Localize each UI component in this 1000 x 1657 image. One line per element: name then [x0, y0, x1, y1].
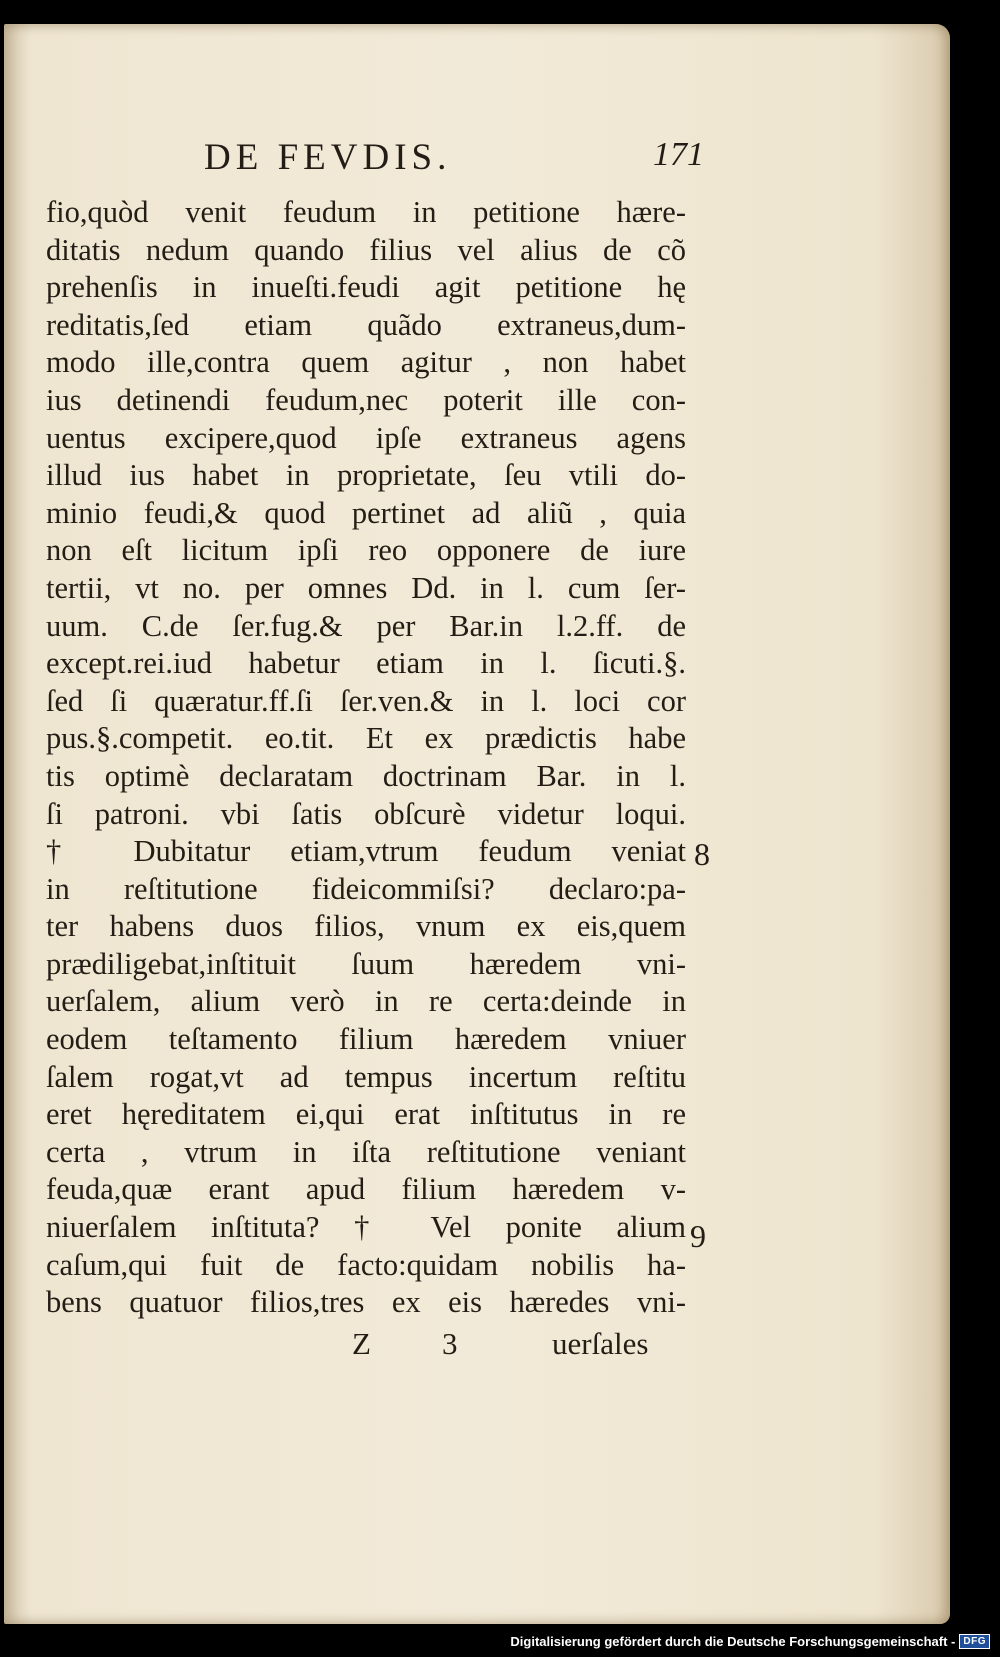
text-line: prehenſis in inueſti.feudi agit petitione hę: [46, 270, 686, 305]
digitization-credit: [510, 1631, 990, 1651]
text-line: except.rei.iud habetur etiam in l. ſicuti.§.: [46, 646, 686, 681]
text-line: feuda,quæ erant apud filium hæredem v-: [46, 1172, 686, 1207]
text-line: in reſtitutione fideicommiſsi? declaro:pa-: [46, 871, 686, 906]
text-line: ter habens duos filios, vnum ex eis,quem: [46, 909, 686, 944]
text-line: pus.§.competit. eo.tit. Et ex prædictis habe: [46, 721, 686, 756]
book-page: [4, 24, 950, 1624]
text-line: certa , vtrum in iſta reſtitutione veniant: [46, 1134, 686, 1169]
body-text: [46, 194, 686, 1322]
text-line: reditatis,ſed etiam quãdo extraneus,dum-: [46, 307, 686, 342]
text-line: uerſalem, alium verò in re certa:deinde in: [46, 984, 686, 1019]
text-line: modo ille,contra quem agitur , non habet: [46, 345, 686, 380]
text-line: illud ius habet in proprietate, ſeu vtili do-: [46, 458, 686, 493]
marginal-number: 9: [690, 1218, 706, 1254]
credit-text: Digitalisierung gefördert durch die Deutsche Forschungsgemeinschaft -: [510, 1633, 956, 1649]
page-header: [204, 136, 704, 196]
text-line: prædiligebat,inſtituit ſuum hæredem vni-: [46, 946, 686, 981]
text-line: caſum,qui fuit de facto:quidam nobilis ha-: [46, 1247, 686, 1282]
text-line: minio feudi,& quod pertinet ad aliũ , quia: [46, 495, 686, 530]
text-line: ſalem rogat,vt ad tempus incertum reſtitu: [46, 1059, 686, 1094]
catchword: uerſales: [552, 1326, 649, 1361]
text-line: non eſt licitum ipſi reo opponere de iure: [46, 533, 686, 568]
text-line: eret hęreditatem ei,qui erat inſtitutus in re: [46, 1097, 686, 1132]
text-line: fio,quòd venit feudum in petitione hære-: [46, 195, 686, 229]
running-title: DE FEVDIS.: [204, 137, 452, 178]
marginal-number: 8: [694, 836, 710, 872]
text-line: ſed ſi quæratur.ff.ſi ſer.ven.& in l. loci cor: [46, 683, 686, 718]
text-line: ſi patroni. vbi ſatis obſcurè videtur loqui.: [46, 796, 686, 831]
dfg-logo: DFG: [959, 1634, 990, 1649]
signature-letter: Z: [352, 1326, 371, 1361]
text-line: † Dubitatur etiam,vtrum feudum veniat: [46, 834, 686, 869]
text-line: niuerſalem inſtituta? † Vel ponite alium: [46, 1210, 686, 1245]
signature-number: 3: [442, 1326, 458, 1361]
text-line: bens quatuor filios,tres ex eis hæredes vni-: [46, 1285, 686, 1320]
text-line: tis optimè declaratam doctrinam Bar. in l.: [46, 758, 686, 793]
text-line: uentus excipere,quod ipſe extraneus agens: [46, 420, 686, 455]
text-line: ius detinendi feudum,nec poterit ille con-: [46, 382, 686, 417]
page-number: 171: [653, 136, 704, 173]
text-line: ditatis nedum quando filius vel alius de cõ: [46, 232, 686, 267]
text-line: eodem teſtamento filium hæredem vniuer: [46, 1022, 686, 1057]
text-line: tertii, vt no. per omnes Dd. in l. cum ſer-: [46, 570, 686, 605]
text-line: uum. C.de ſer.fug.& per Bar.in l.2.ff. de: [46, 608, 686, 643]
